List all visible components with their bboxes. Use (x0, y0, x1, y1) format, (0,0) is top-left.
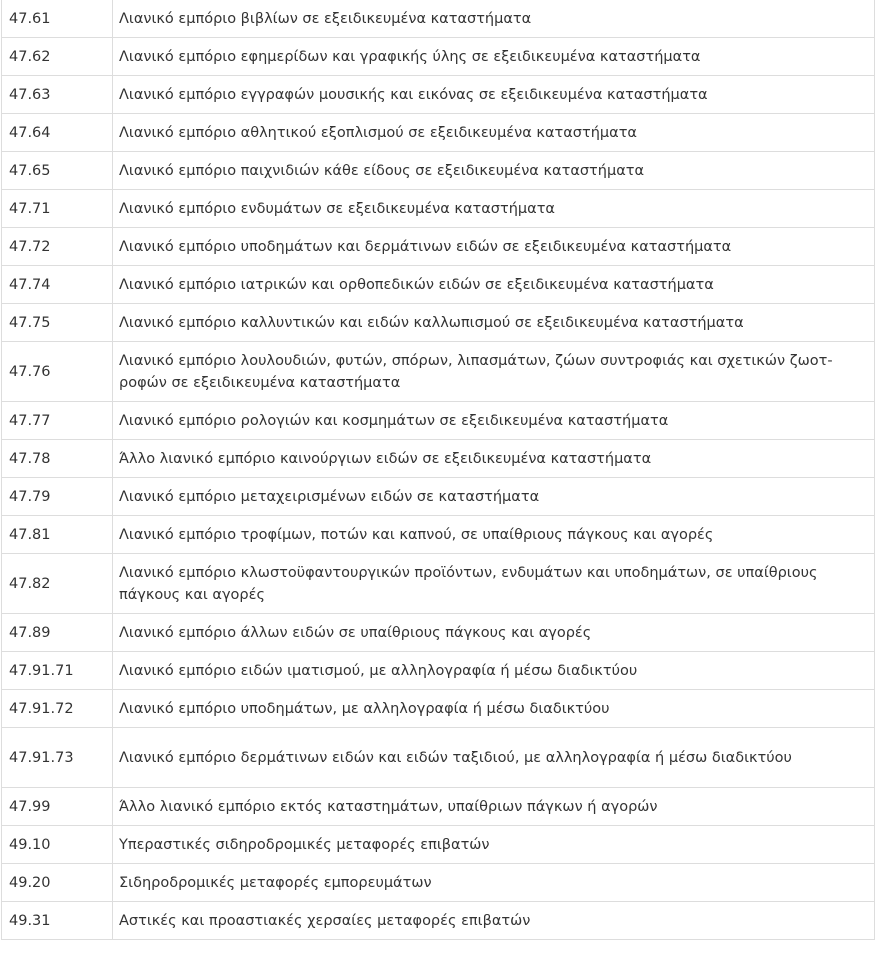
activity-description: Λιανικό εμπόριο τροφίμων, ποτών και καπνού, σε υπαίθριους πάγκους και αγορές (113, 516, 875, 554)
table-row (2, 440, 875, 478)
activity-description: Λιανικό εμπόριο εγγραφών μουσικής και εικόνας σε εξειδικευμένα καταστήματα (113, 76, 875, 114)
table-row (2, 228, 875, 266)
activity-description: Αστικές και προαστιακές χερσαίες μεταφορές επιβατών (113, 902, 875, 940)
table-row (2, 38, 875, 76)
activity-code: 47.99 (2, 788, 113, 826)
activity-code: 49.31 (2, 902, 113, 940)
table-row (2, 304, 875, 342)
activity-description: Λιανικό εμπόριο άλλων ειδών σε υπαίθριους πάγκους και αγορές (113, 614, 875, 652)
table-row (2, 728, 875, 788)
activity-code: 47.78 (2, 440, 113, 478)
activity-description: Λιανικό εμπόριο καλλυντικών και ειδών καλλωπισμού σε εξειδικευμένα καταστήματα (113, 304, 875, 342)
activity-code: 47.61 (2, 0, 113, 38)
activity-code: 47.64 (2, 114, 113, 152)
table-row (2, 190, 875, 228)
table-row (2, 266, 875, 304)
table-row (2, 788, 875, 826)
activity-description: Λιανικό εμπόριο λουλουδιών, φυτών, σπόρων, λιπασμάτων, ζώων συντροφιάς και σχετικών ζωοτ-ροφών σε εξειδικευμένα καταστήματα (113, 342, 875, 402)
activity-description: Λιανικό εμπόριο εφημερίδων και γραφικής ύλης σε εξειδικευμένα καταστήματα (113, 38, 875, 76)
activity-codes-table (1, 0, 875, 940)
activity-description: Λιανικό εμπόριο ιατρικών και ορθοπεδικών ειδών σε εξειδικευμένα καταστήματα (113, 266, 875, 304)
activity-description: Λιανικό εμπόριο υποδημάτων και δερμάτινων ειδών σε εξειδικευμένα καταστήματα (113, 228, 875, 266)
activity-description: Λιανικό εμπόριο υποδημάτων, με αλληλογραφία ή μέσω διαδικτύου (113, 690, 875, 728)
activity-code: 49.10 (2, 826, 113, 864)
activity-description: Λιανικό εμπόριο ρολογιών και κοσμημάτων σε εξειδικευμένα καταστήματα (113, 402, 875, 440)
activity-code: 47.77 (2, 402, 113, 440)
activity-description: Λιανικό εμπόριο δερμάτινων ειδών και ειδών ταξιδιού, με αλληλογραφία ή μέσω διαδικτύου (113, 728, 875, 788)
table-row (2, 342, 875, 402)
activity-description: Άλλο λιανικό εμπόριο καινούργιων ειδών σε εξειδικευμένα καταστήματα (113, 440, 875, 478)
table-row (2, 614, 875, 652)
activity-code: 47.63 (2, 76, 113, 114)
activity-code: 47.91.73 (2, 728, 113, 788)
table-row (2, 152, 875, 190)
activity-description: Λιανικό εμπόριο ειδών ιματισμού, με αλληλογραφία ή μέσω διαδικτύου (113, 652, 875, 690)
table-row (2, 902, 875, 940)
activity-code: 47.65 (2, 152, 113, 190)
activity-code: 47.91.72 (2, 690, 113, 728)
table-row (2, 826, 875, 864)
activity-code: 47.76 (2, 342, 113, 402)
table-row (2, 76, 875, 114)
activity-code: 47.91.71 (2, 652, 113, 690)
activity-description: Λιανικό εμπόριο βιβλίων σε εξειδικευμένα καταστήματα (113, 0, 875, 38)
activity-description: Σιδηροδρομικές μεταφορές εμπορευμάτων (113, 864, 875, 902)
activity-code: 47.75 (2, 304, 113, 342)
activity-code: 47.79 (2, 478, 113, 516)
activity-code: 47.72 (2, 228, 113, 266)
table-row (2, 478, 875, 516)
activity-description: Άλλο λιανικό εμπόριο εκτός καταστημάτων, υπαίθριων πάγκων ή αγορών (113, 788, 875, 826)
table-row (2, 652, 875, 690)
activity-description: Λιανικό εμπόριο ενδυμάτων σε εξειδικευμένα καταστήματα (113, 190, 875, 228)
activity-code: 47.71 (2, 190, 113, 228)
table-row (2, 114, 875, 152)
activity-code: 47.89 (2, 614, 113, 652)
activity-code: 47.74 (2, 266, 113, 304)
activity-description: Υπεραστικές σιδηροδρομικές μεταφορές επιβατών (113, 826, 875, 864)
activity-code: 47.62 (2, 38, 113, 76)
activity-code: 49.20 (2, 864, 113, 902)
table-row (2, 554, 875, 614)
table-row (2, 402, 875, 440)
activity-codes-table-body (2, 0, 875, 940)
table-row (2, 516, 875, 554)
activity-code: 47.82 (2, 554, 113, 614)
table-row (2, 0, 875, 38)
activity-code: 47.81 (2, 516, 113, 554)
table-row (2, 864, 875, 902)
activity-description: Λιανικό εμπόριο αθλητικού εξοπλισμού σε εξειδικευμένα καταστήματα (113, 114, 875, 152)
table-row (2, 690, 875, 728)
activity-description: Λιανικό εμπόριο παιχνιδιών κάθε είδους σε εξειδικευμένα καταστήματα (113, 152, 875, 190)
activity-description: Λιανικό εμπόριο μεταχειρισμένων ειδών σε καταστήματα (113, 478, 875, 516)
activity-description: Λιανικό εμπόριο κλωστοϋφαντουργικών προϊόντων, ενδυμάτων και υποδημάτων, σε υπαίθριους πάγκους και αγορές (113, 554, 875, 614)
